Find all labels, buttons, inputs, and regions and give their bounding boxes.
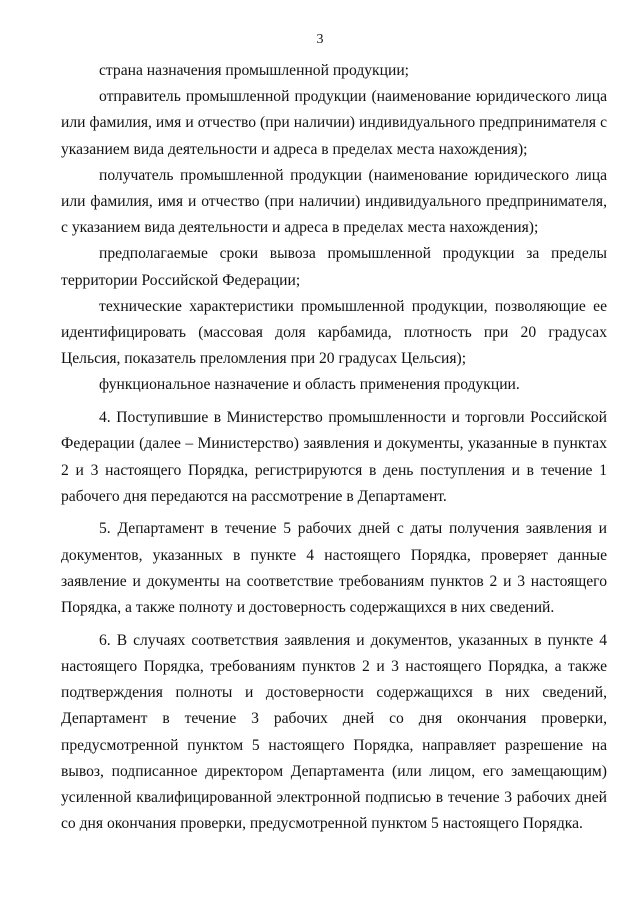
list-item-destination-country: страна назначения промышленной продукции; xyxy=(99,62,409,79)
document-body xyxy=(61,58,607,837)
clause-6: 6. В случаях соответствия заявления и документов, указанных в пункте 4 настоящего Порядка, требованиям пунктов 2 и 3 настоящего Порядка, а также подтверждения полноты и достоверности содержащихся в них сведений, Департамент в течение 3 рабочих дней со дня окончания проверки, предусмотренной пунктом 5 настоящего Порядка, направляет разрешение на вывоз, подписанное директором Департамента (или лицом, его замещающим) усиленной квалифицированной электронной подписью в течение 3 рабочих дней со дня окончания проверки, предусмотренной пунктом 5 настоящего Порядка. xyxy=(61,631,607,833)
clause-4: 4. Поступившие в Министерство промышленности и торговли Российской Федерации (далее – Министерство) заявления и документы, указанные в пунктах 2 и 3 настоящего Порядка, регистрируются в день поступления и в течение 1 рабочего дня передаются на рассмотрение в Департамент. xyxy=(61,409,607,505)
clause-5: 5. Департамент в течение 5 рабочих дней с даты получения заявления и документов, указанных в пункте 4 настоящего Порядка, проверяет данные заявление и документы на соответствие требованиям пунктов 2 и 3 настоящего Порядка, а также полноту и достоверность содержащихся в них сведений. xyxy=(61,520,607,617)
page-number: 3 xyxy=(316,32,324,47)
list-item-functional-purpose: функциональное назначение и область применения продукции. xyxy=(99,376,520,394)
list-item-technical-characteristics: технические характеристики промышленной продукции, позволяющие ее идентифицировать (массовая доля карбамида, плотность при 20 градусах Цельсия, показатель преломления при 20 градусах Цельсия); xyxy=(61,297,607,368)
list-item-recipient: получатель промышленной продукции (наименование юридического лица или фамилия, имя и отчество (при наличии) индивидуального предпринимателя, с указанием вида деятельности и адреса в пределах места нахождения); xyxy=(61,166,607,237)
list-item-sender: отправитель промышленной продукции (наименование юридического лица или фамилия, имя и отчество (при наличии) индивидуального предпринимателя с указанием вида деятельности и адреса в пределах места нахождения); xyxy=(61,88,607,158)
list-item-export-dates: предполагаемые сроки вывоза промышленной продукции за пределы территории Российской Федерации; xyxy=(61,245,607,289)
